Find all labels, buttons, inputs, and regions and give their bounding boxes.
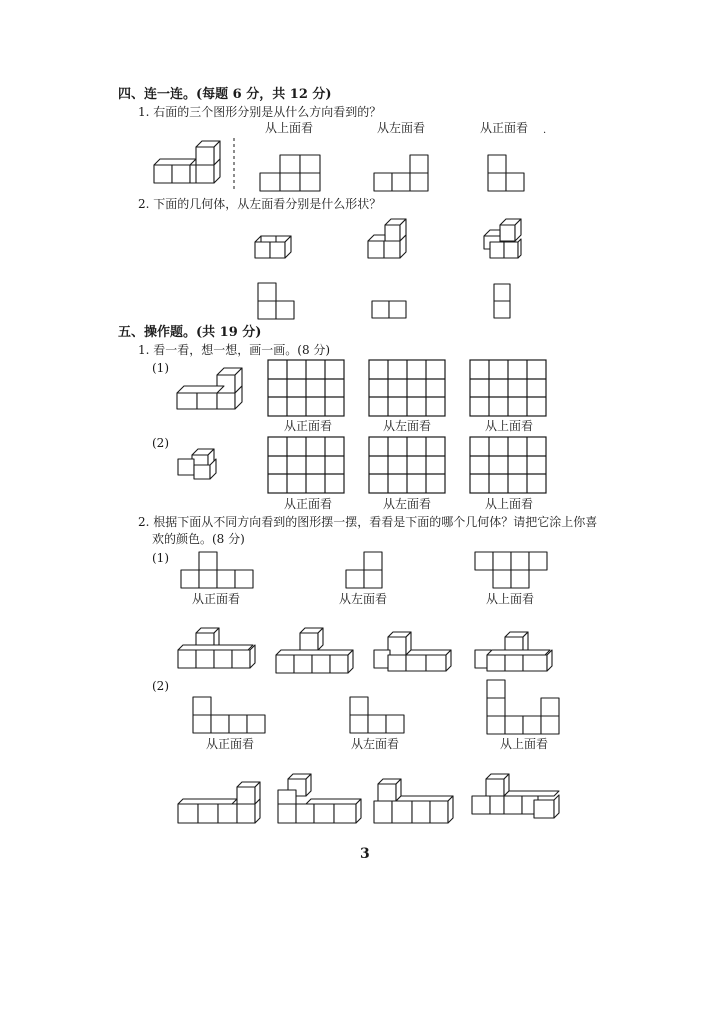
- section-5-q2-prompt-line2: 欢的颜色。(8 分): [152, 532, 245, 546]
- view-label-front: 从正面看: [480, 121, 529, 135]
- q2-2-top-view: [487, 680, 559, 734]
- grid-label-1-top: 从上面看: [485, 419, 534, 433]
- q2-2-option-d[interactable]: [472, 774, 559, 818]
- grid-label-1-front: 从正面看: [284, 419, 333, 433]
- grid-label-2-front: 从正面看: [284, 497, 333, 511]
- q2-2-label-top: 从上面看: [500, 737, 549, 751]
- q2-1-option-a[interactable]: [178, 628, 255, 668]
- q2-1-top-view: [475, 552, 547, 588]
- q2-2-option-a[interactable]: [178, 782, 260, 823]
- q2-2-option-b[interactable]: [278, 774, 361, 823]
- q2-1-label-top: 从上面看: [486, 592, 535, 606]
- q2-1-label-front: 从正面看: [192, 592, 241, 606]
- q2-1-label-left: 从左面看: [339, 592, 388, 606]
- q2-part-marker-2: (2): [152, 679, 169, 693]
- q2-1-left-view: [346, 552, 382, 588]
- q2-2-option-c[interactable]: [374, 779, 453, 823]
- q2-part-marker-1: (1): [152, 551, 169, 565]
- q2-2-front-view: [193, 697, 265, 733]
- section-4-q1-prompt: 1. 右面的三个图形分别是从什么方向看到的？: [138, 105, 382, 119]
- q2-1-option-b[interactable]: [276, 628, 353, 673]
- q2-1-front-view: [181, 552, 253, 588]
- section-5-q2-prompt-line1: 2. 根据下面从不同方向看到的图形摆一摆，看看是下面的哪个几何体？请把它涂上你喜: [138, 515, 598, 529]
- section-4-title: 四、连一连。(每题 6 分，共 12 分): [118, 87, 332, 102]
- page-number: 3: [360, 846, 370, 862]
- view-label-top: 从上面看: [265, 121, 314, 135]
- q2-2-label-front: 从正面看: [206, 737, 255, 751]
- q2-2-left-view: [350, 697, 404, 733]
- part-marker-2: (2): [152, 436, 169, 450]
- q2-1-option-c[interactable]: [374, 632, 451, 671]
- section-4-q2-prompt: 2. 下面的几何体，从左面看分别是什么形状？: [138, 197, 382, 211]
- section-5-title: 五、操作题。(共 19 分): [118, 325, 262, 340]
- grid-label-1-left: 从左面看: [383, 419, 432, 433]
- grid-label-2-top: 从上面看: [485, 497, 534, 511]
- part-marker-1: (1): [152, 361, 169, 375]
- section-5-q1-prompt: 1. 看一看，想一想，画一画。(8 分): [138, 343, 331, 357]
- q2-2-label-left: 从左面看: [351, 737, 400, 751]
- view-label-left: 从左面看: [377, 121, 426, 135]
- svg-text:.: .: [543, 125, 547, 136]
- grid-label-2-left: 从左面看: [383, 497, 432, 511]
- q2-1-option-d[interactable]: [475, 632, 552, 671]
